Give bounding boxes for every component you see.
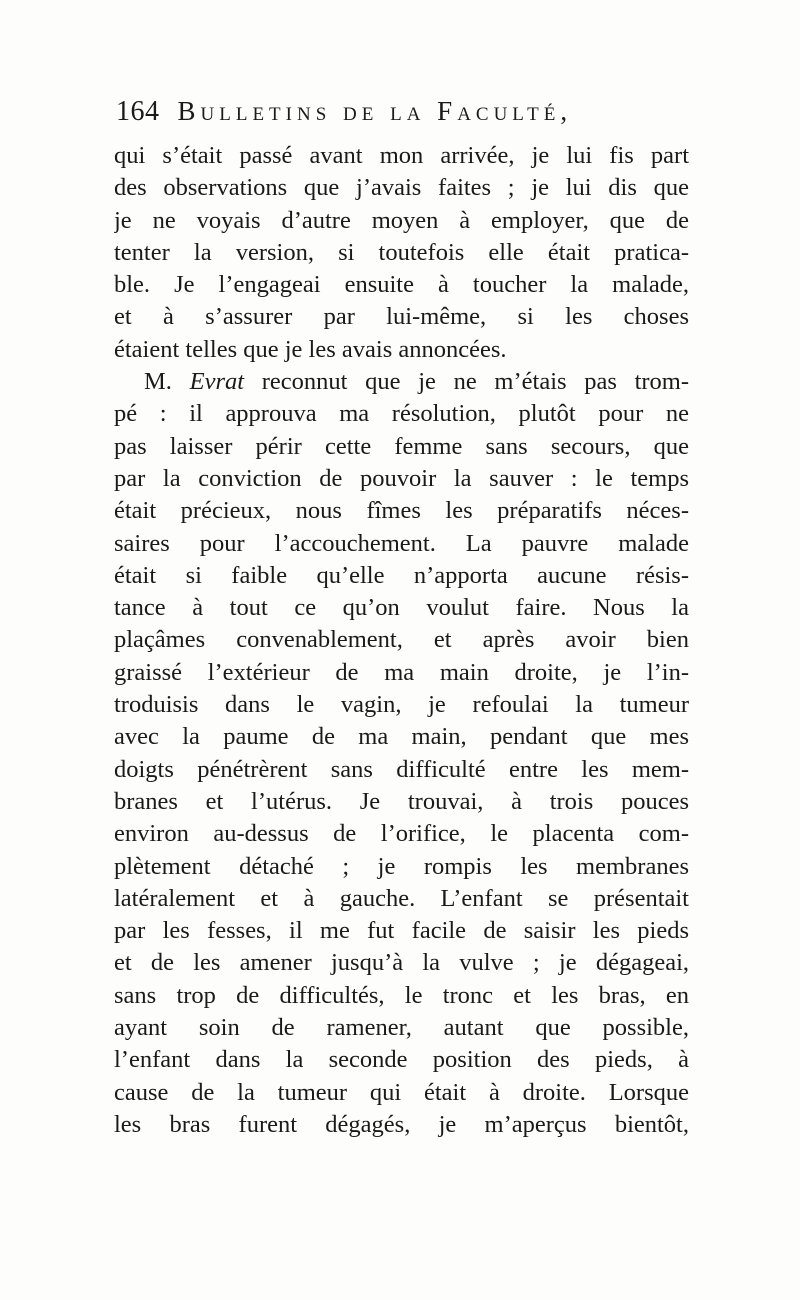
text-line: et à s’assurer par lui-même, si les choses (114, 303, 689, 331)
honorific: M. (144, 368, 172, 396)
text-line: l’enfant dans la seconde position des pieds, à (114, 1046, 689, 1074)
text-line: pé : il approuva ma résolution, plutôt pour ne (114, 400, 689, 428)
page-header (116, 96, 686, 136)
text-line: et de les amener jusqu’à la vulve ; je dégageai, (114, 949, 689, 977)
text-line: était précieux, nous fîmes les préparatifs néces- (114, 497, 689, 525)
page-number: 164 (116, 96, 160, 127)
text-line: tenter la version, si toutefois elle était pratica- (114, 238, 689, 266)
text-line: je ne voyais d’autre moyen à employer, que de (114, 206, 689, 234)
running-title: Bulletins de la Faculté, (177, 96, 573, 126)
text-line: environ au-dessus de l’orifice, le placenta com- (114, 820, 689, 848)
text-line: par la conviction de pouvoir la sauver : le temps (114, 464, 689, 492)
text-line: qui s’était passé avant mon arrivée, je lui fis part (114, 142, 689, 169)
body-text (114, 140, 689, 1141)
text-line: saires pour l’accouchement. La pauvre malade (114, 529, 689, 557)
text-line: était si faible qu’elle n’apporta aucune résis- (114, 561, 689, 589)
text-line: des observations que j’avais faites ; je lui dis que (114, 174, 689, 202)
text-line: par les fesses, il me fut facile de saisir les pieds (114, 917, 689, 945)
person-name: Evrat (189, 368, 245, 396)
text-line: sans trop de difficultés, le tronc et les bras, en (114, 981, 689, 1009)
text-line: avec la paume de ma main, pendant que mes (114, 723, 689, 751)
text-fragment: reconnut que je ne m’étais pas trom- (261, 368, 689, 396)
text-line: tance à tout ce qu’on voulut faire. Nous la (114, 594, 689, 622)
text-line: plètement détaché ; je rompis les membranes (114, 852, 689, 880)
text-line: les bras furent dégagés, je m’aperçus bientôt, (114, 1110, 689, 1138)
text-line: doigts pénétrèrent sans difficulté entre les mem- (114, 755, 689, 783)
text-line: troduisis dans le vagin, je refoulai la tumeur (114, 691, 689, 719)
text-line: étaient telles que je les avais annoncées. (114, 335, 507, 363)
text-line: latéralement et à gauche. L’enfant se présentait (114, 884, 689, 912)
text-line: plaçâmes convenablement, et après avoir bien (114, 626, 689, 654)
text-line: pas laisser périr cette femme sans secours, que (114, 432, 689, 460)
text-line-paragraph-start (114, 366, 689, 398)
text-line: graissé l’extérieur de ma main droite, je l’in- (114, 658, 689, 686)
text-line: ble. Je l’engageai ensuite à toucher la malade, (114, 271, 689, 299)
text-line: cause de la tumeur qui était à droite. Lorsque (114, 1078, 689, 1106)
text-line: ayant soin de ramener, autant que possible, (114, 1014, 689, 1042)
text-line: branes et l’utérus. Je trouvai, à trois pouces (114, 787, 689, 815)
